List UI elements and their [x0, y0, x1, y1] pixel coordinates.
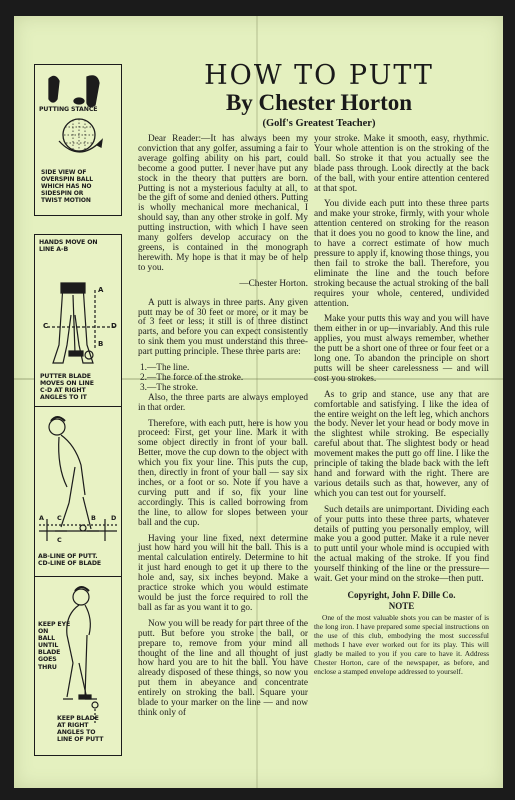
leaflet-page: [14, 16, 503, 788]
illustration-putting-stance: [34, 64, 122, 216]
note-heading: NOTE: [388, 600, 415, 611]
article-subtitle: (Golf's Greatest Teacher): [262, 118, 376, 129]
label-c-3b: C: [57, 536, 62, 544]
paragraph: your stroke. Make it smooth, easy, rhythmic. Your whole attention is on the stroking of the ball. So stroke it that you actually see the blade pass through. Look directly at the back of the ball, with your entire attention centered at that spot.: [314, 134, 489, 194]
article-title: HOW TO PUTT: [204, 60, 434, 91]
caption-putting-stance: PUTTING STANCE: [39, 106, 98, 113]
label-c: C: [43, 322, 49, 330]
copyright-line: Copyright, John F. Dille Co.: [347, 589, 456, 600]
paragraph: Therefore, with each putt, here is how you proceed: First, get your line. Mark it with some object directly in front of your ball. Better, move the cup down to the object with which you fix your line. This puts the cup, then, directly in front of your ball — say six inches, or a foot or so. Note if you have a curving putt and if so, fix your line accordingly. This is called borrowing from the line, to allow for slopes between your ball and the cup.: [138, 418, 308, 528]
caption-putter-blade: PUTTER BLADE MOVES ON LINE C-D AT RIGHT ANGLES TO IT: [40, 373, 94, 402]
paragraph: Having your line fixed, next determine just how hard you will hit the ball. This is a mental calculation entirely. Determine to hit it just hard enough to get it up there to the hole and, say, six inches beyond. Make a practice stroke which you would estimate would be just the force required to roll the ball as far as you want it to go.: [138, 533, 308, 613]
list-item: 1.—The line.: [140, 363, 190, 374]
paragraph-intro: Dear Reader:—It has always been my conviction that any golfer, assuming a fair to average golfing ability on his part, could become a good putter. I never have put any stock in the theory that putters are born. Putting is not a mysterious faculty at all, to be the gift of some and denied others. Putting is wholly mechanical more mechanical, I should say, than any other stroke in golf. My putting instruction, with which I have seen many golfers develop accuracy on the greens, is contained in the monograph herewith. My hope is that it may be of help to you.: [138, 134, 308, 273]
caption-keep-eye: KEEP EYE ON BALL UNTIL BLADE GOES THRU: [38, 621, 71, 671]
label-a: A: [98, 286, 104, 294]
three-parts-list: [138, 364, 308, 394]
illustration-keep-eye-on-ball: [34, 576, 122, 756]
label-b: B: [98, 340, 104, 348]
paragraph: A putt is always in three parts. Any given putt may be of 30 feet or more, or it may be of 3 feet or less; it still is of three distinct parts, and before you can expect consistently to sink them you must understand this three-part putting principle. These three parts are:: [138, 297, 308, 358]
label-a-3: A: [39, 514, 44, 522]
list-item: 3.—The stroke.: [140, 382, 199, 393]
paragraph: You divide each putt into these three parts and make your stroke, firmly, with your whole attention centered on stroking for the reason that it does you no good to know the line, and to have a correct estimate of how much pressure to apply if, knowing those things, you then fail to stroke the ball. Therefore, you eliminate the line and the touch before stroking because the actual stroking of the ball requires your whole, centered, undivided attention.: [314, 199, 489, 309]
label-b-3: B: [91, 514, 96, 522]
illustration-hands-line: [34, 234, 122, 408]
article-column-2: [314, 135, 489, 682]
article-byline: By Chester Horton: [225, 90, 413, 115]
caption-keep-blade: KEEP BLADE AT RIGHT ANGLES TO LINE OF PUTT: [57, 715, 104, 744]
paragraph: Now you will be ready for part three of the putt. But before you stroke the ball, or prepare to, remove from your mind all thought of the line and all thought of just how hard you are to hit the ball. You have already disposed of these things, so now you put them in abeyance and concentrate entirely on stroking the ball. Square your blade to your marker on the line — and now think only of: [138, 618, 308, 718]
label-d: D: [111, 322, 117, 330]
caption-ab-cd: AB-LINE OF PUTT. CD-LINE OF BLADE: [38, 553, 102, 568]
label-c-3: C: [57, 514, 62, 522]
note-text: One of the most valuable shots you can be master of is the long iron. I have prepared some special instructions on the use of this club, embodying the most successful methods I have ever worked out for its play. This will gladly be mailed to you if you care to have it. Address Chester Horton, care of the newspaper, as before, and enclose a stamped envelope addressed to yourself.: [314, 612, 489, 677]
article-column-1: [138, 135, 308, 725]
paragraph: Make your putts this way and you will have them either in or up—invariably. And this rule applies, you must always remember, whether the putt be a short one of three or four feet or a long one. To abandon the principle on short putts will be sheer carelessness — and will cost you strokes.: [314, 314, 489, 384]
label-d-3: D: [111, 514, 117, 522]
signature: —Chester Horton.: [239, 278, 308, 289]
paragraph: Such details are unimportant. Dividing each of your putts into these three parts, whatever details of putting you personally employ, will make you a good putter. Make it a rule never to putt until your whole mind is occupied with the actual making of the stroke. If you find yourself thinking of the line or the pressure—wait. Get your mind on the stroke—then putt.: [314, 504, 489, 585]
paragraph: As to grip and stance, use any that are comfortable and satisfying. I like the idea of the entire weight on the left leg, which anchors the body. Never let your head or body move in the slightest while stroking. Be especially careful about that. The slightest body or head movement makes the putt go off line. I like the principle of taking the blade back with the left hand and forward with the right. There are various details such as that, however, any of which you can test out for yourself.: [314, 389, 489, 499]
paragraph: Also, the three parts are always employed in that order.: [138, 392, 308, 413]
illustration-line-of-putt: [34, 406, 122, 582]
caption-overspin-ball: SIDE VIEW OF OVERSPIN BALL WHICH HAS NO SIDESPIN OR TWIST MOTION: [41, 169, 93, 205]
list-item: 2.—The force of the stroke.: [140, 372, 244, 383]
caption-hands-move: HANDS MOVE ON LINE A-B: [39, 239, 98, 254]
